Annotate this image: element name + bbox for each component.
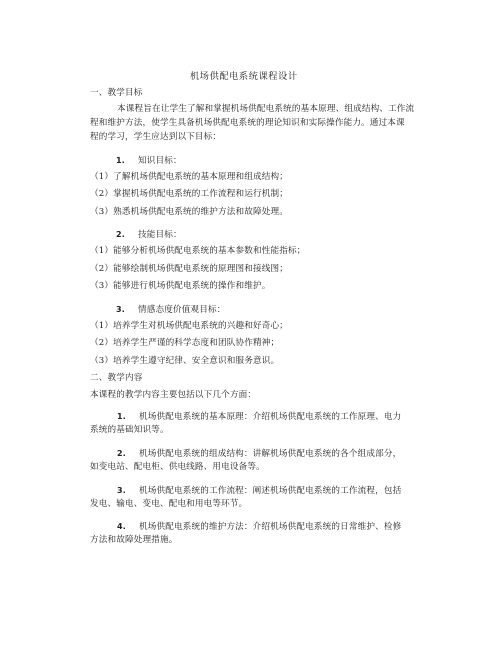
content-text: 机场供配电系统的基本原理：介绍机场供配电系统的工作原理、电力 xyxy=(139,412,402,422)
goal-label: 知识目标： xyxy=(138,156,182,166)
goal-number: 3. xyxy=(116,305,125,314)
list-item: （1）能够分析机场供配电系统的基本参数和性能指标； xyxy=(90,246,306,256)
content-item-line xyxy=(117,485,401,497)
document-title: 机场供配电系统课程设计 xyxy=(190,71,298,82)
list-item: （2）培养学生严谨的科学态度和团队协作精神； xyxy=(90,338,280,348)
content-text: 机场供配电系统的组成结构：讲解机场供配电系统的各个组成部分， xyxy=(139,449,402,459)
goal-heading-knowledge xyxy=(116,155,182,167)
section-heading-teaching-content: 二、教学内容 xyxy=(90,373,143,383)
goal-heading-skills xyxy=(116,229,182,241)
content-item-line xyxy=(117,411,401,423)
list-item: （1）了解机场供配电系统的基本原理和组成结构； xyxy=(90,172,288,182)
section-heading-teaching-goals: 一、教学目标 xyxy=(90,88,143,98)
content-item-line: 系统的基础知识等。 xyxy=(90,425,169,435)
intro-paragraph-line: 本课程旨在让学生了解和掌握机场供配电系统的基本原理、组成结构、工作流 xyxy=(117,104,415,114)
content-intro: 本课程的教学内容主要包括以下几个方面： xyxy=(90,390,257,400)
list-item: （3）培养学生遵守纪律、安全意识和服务意识。 xyxy=(90,356,280,366)
content-number: 1. xyxy=(117,412,126,421)
list-item: （2）掌握机场供配电系统的工作流程和运行机制； xyxy=(90,189,288,199)
content-text: 机场供配电系统的工作流程：阐述机场供配电系统的工作流程，包括 xyxy=(139,486,402,496)
list-item: （3）熟悉机场供配电系统的维护方法和故障处理。 xyxy=(90,207,288,217)
content-item-line xyxy=(117,521,401,533)
goal-heading-attitude xyxy=(116,304,225,316)
content-text: 机场供配电系统的维护方法：介绍机场供配电系统的日常维护、检修 xyxy=(139,522,402,532)
content-item-line xyxy=(117,448,401,460)
goal-label: 技能目标： xyxy=(138,230,182,240)
content-item-line: 如变电站、配电柜、供电线路、用电设备等。 xyxy=(90,462,265,472)
content-item-line: 发电、输电、变电、配电和用电等环节。 xyxy=(90,499,248,509)
content-item-line: 方法和故障处理措施。 xyxy=(90,535,178,545)
intro-paragraph-line: 程和维护方法，使学生具备机场供配电系统的理论知识和实际操作能力。通过本课 xyxy=(90,118,405,128)
list-item: （1）培养学生对机场供配电系统的兴趣和好奇心； xyxy=(90,321,288,331)
content-number: 3. xyxy=(117,486,126,495)
list-item: （3）能够进行机场供配电系统的操作和维护。 xyxy=(90,281,271,291)
content-number: 2. xyxy=(117,449,126,458)
goal-number: 2. xyxy=(116,230,125,239)
goal-number: 1. xyxy=(116,156,125,165)
list-item: （2）能够绘制机场供配电系统的原理图和接线图； xyxy=(90,264,288,274)
content-number: 4. xyxy=(117,522,126,531)
intro-paragraph-line: 程的学习，学生应达到以下目标： xyxy=(90,132,222,142)
goal-label: 情感态度价值观目标： xyxy=(138,305,226,315)
